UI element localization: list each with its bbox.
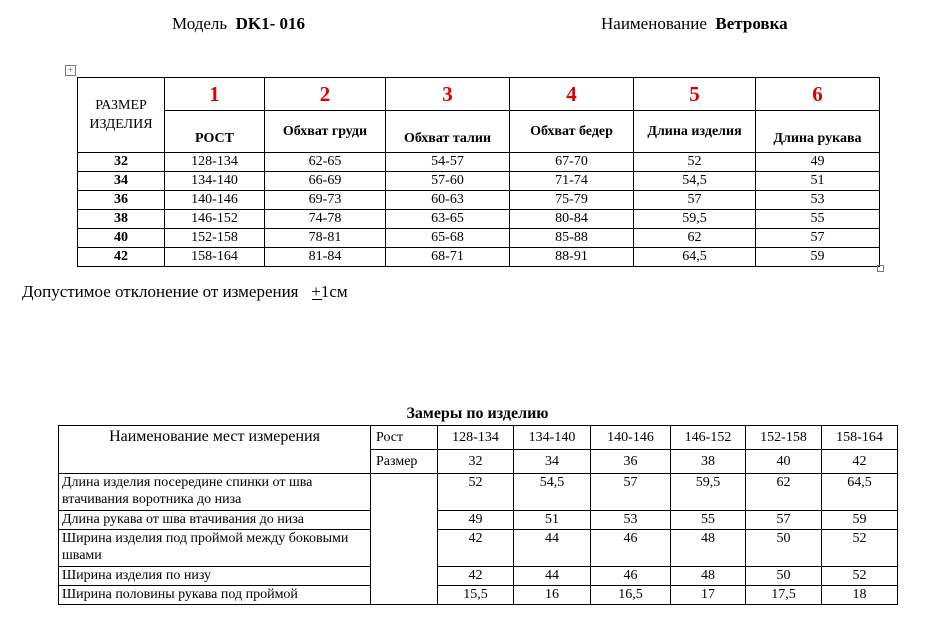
measure-value-cell: 74-78 (265, 210, 386, 229)
height-cell: 140-146 (591, 426, 671, 450)
measurement-row (59, 567, 898, 586)
size-row (78, 210, 880, 229)
col-label-height: РОСТ (165, 111, 265, 153)
measure-value-cell: 140-146 (165, 191, 265, 210)
measure-value-cell: 67-70 (510, 153, 634, 172)
size-cell: 38 (671, 450, 746, 474)
measurement-value-cell: 46 (591, 567, 671, 586)
measurement-value-cell: 46 (591, 530, 671, 567)
size-cell: 32 (438, 450, 514, 474)
measure-value-cell: 152-158 (165, 229, 265, 248)
blank-cell (371, 474, 438, 605)
col-label-hips: Обхват бедер (510, 111, 634, 153)
measurement-row (59, 586, 898, 605)
measurement-value-cell: 42 (438, 530, 514, 567)
measurements-title: Замеры по изделию (406, 405, 549, 422)
measurement-value-cell: 42 (438, 567, 514, 586)
measurement-value-cell: 59,5 (671, 474, 746, 511)
measurement-value-cell: 52 (822, 567, 898, 586)
measure-value-cell: 53 (756, 191, 880, 210)
measurement-value-cell: 64,5 (822, 474, 898, 511)
size-row (78, 248, 880, 267)
measurement-value-cell: 50 (746, 567, 822, 586)
measurement-value-cell: 52 (822, 530, 898, 567)
size-cell: 36 (591, 450, 671, 474)
measure-value-cell: 75-79 (510, 191, 634, 210)
size-chart-table (77, 77, 880, 267)
size-row (78, 229, 880, 248)
name-value: Ветровка (715, 14, 788, 33)
size-header-label: РАЗМЕР ИЗДЕЛИЯ (89, 98, 153, 132)
size-cell: 34 (514, 450, 591, 474)
measure-value-cell: 59,5 (634, 210, 756, 229)
measurement-row (59, 511, 898, 530)
col-number-3: 3 (386, 78, 510, 111)
measure-value-cell: 68-71 (386, 248, 510, 267)
measure-value-cell: 66-69 (265, 172, 386, 191)
measure-value-cell: 57 (634, 191, 756, 210)
size-value-cell: 36 (78, 191, 165, 210)
measure-value-cell: 52 (634, 153, 756, 172)
height-cell: 134-140 (514, 426, 591, 450)
measurement-row (59, 474, 898, 511)
measurement-value-cell: 52 (438, 474, 514, 511)
size-cell: 40 (746, 450, 822, 474)
height-cell: 146-152 (671, 426, 746, 450)
height-cell: 152-158 (746, 426, 822, 450)
measure-value-cell: 146-152 (165, 210, 265, 229)
measurement-value-cell: 48 (671, 530, 746, 567)
tolerance-value (311, 282, 347, 301)
measure-value-cell: 62-65 (265, 153, 386, 172)
measurement-value-cell: 55 (671, 511, 746, 530)
measurement-name-cell: Ширина половины рукава под проймой (59, 586, 371, 605)
size-row (78, 153, 880, 172)
measurement-value-cell: 49 (438, 511, 514, 530)
height-cell: 128-134 (438, 426, 514, 450)
measure-value-cell: 62 (634, 229, 756, 248)
size-value-cell: 40 (78, 229, 165, 248)
size-value-cell: 38 (78, 210, 165, 229)
measurement-name-cell: Ширина изделия по низу (59, 567, 371, 586)
measure-value-cell: 54-57 (386, 153, 510, 172)
model-label: Модель (172, 14, 228, 33)
col-number-4: 4 (510, 78, 634, 111)
measurement-value-cell: 62 (746, 474, 822, 511)
size-label-cell: Размер (371, 450, 438, 474)
measurement-value-cell: 54,5 (514, 474, 591, 511)
place-header-cell (59, 426, 371, 474)
col-label-waist: Обхват талии (386, 111, 510, 153)
measure-value-cell: 60-63 (386, 191, 510, 210)
tolerance-note (22, 282, 348, 302)
col-number-6: 6 (756, 78, 880, 111)
size-value-cell: 34 (78, 172, 165, 191)
measurement-value-cell: 17,5 (746, 586, 822, 605)
measure-value-cell: 88-91 (510, 248, 634, 267)
measurement-value-cell: 57 (591, 474, 671, 511)
tolerance-text: Допустимое отклонение от измерения (22, 282, 299, 301)
measurement-value-cell: 44 (514, 530, 591, 567)
name-heading (601, 14, 788, 34)
measure-value-cell: 134-140 (165, 172, 265, 191)
measurements-table (58, 425, 898, 605)
size-cell: 42 (822, 450, 898, 474)
size-row (78, 191, 880, 210)
size-value-cell: 42 (78, 248, 165, 267)
measure-value-cell: 80-84 (510, 210, 634, 229)
measurement-name-cell: Ширина изделия под проймой между боковыми швами (59, 530, 371, 567)
model-value: DK1- 016 (235, 14, 306, 33)
col-label-chest: Обхват груди (265, 111, 386, 153)
measurement-value-cell: 50 (746, 530, 822, 567)
col-number-1: 1 (165, 78, 265, 111)
measurement-value-cell: 48 (671, 567, 746, 586)
measurement-value-cell: 59 (822, 511, 898, 530)
measure-value-cell: 128-134 (165, 153, 265, 172)
model-heading (172, 14, 305, 34)
measurement-value-cell: 44 (514, 567, 591, 586)
measurement-row (59, 530, 898, 567)
name-label: Наименование (601, 14, 707, 33)
height-label-cell: Рост (371, 426, 438, 450)
table-resize-handle[interactable] (877, 265, 884, 272)
col-label-sleeve: Длина рукава (756, 111, 880, 153)
col-label-length: Длина изделия (634, 111, 756, 153)
measurement-value-cell: 51 (514, 511, 591, 530)
measure-value-cell: 78-81 (265, 229, 386, 248)
measurement-value-cell: 53 (591, 511, 671, 530)
measure-value-cell: 85-88 (510, 229, 634, 248)
col-number-5: 5 (634, 78, 756, 111)
measure-value-cell: 55 (756, 210, 880, 229)
measurement-value-cell: 16 (514, 586, 591, 605)
measure-value-cell: 81-84 (265, 248, 386, 267)
size-value-cell: 32 (78, 153, 165, 172)
measurement-value-cell: 18 (822, 586, 898, 605)
plus-minus-underline (312, 299, 322, 300)
measurement-value-cell: 16,5 (591, 586, 671, 605)
measure-value-cell: 158-164 (165, 248, 265, 267)
height-cell: 158-164 (822, 426, 898, 450)
measurement-value-cell: 17 (671, 586, 746, 605)
tolerance-value-text: +1см (311, 282, 348, 301)
size-header-cell (78, 78, 165, 153)
measure-value-cell: 49 (756, 153, 880, 172)
measure-value-cell: 51 (756, 172, 880, 191)
measure-value-cell: 54,5 (634, 172, 756, 191)
col-number-2: 2 (265, 78, 386, 111)
measure-value-cell: 71-74 (510, 172, 634, 191)
measure-value-cell: 59 (756, 248, 880, 267)
measure-value-cell: 64,5 (634, 248, 756, 267)
measure-value-cell: 69-73 (265, 191, 386, 210)
table-move-handle-icon[interactable]: + (65, 65, 76, 76)
measurement-value-cell: 57 (746, 511, 822, 530)
measure-value-cell: 57 (756, 229, 880, 248)
measure-value-cell: 57-60 (386, 172, 510, 191)
measurement-name-cell: Длина рукава от шва втачивания до низа (59, 511, 371, 530)
size-row (78, 172, 880, 191)
measure-value-cell: 65-68 (386, 229, 510, 248)
measure-value-cell: 63-65 (386, 210, 510, 229)
measurement-value-cell: 15,5 (438, 586, 514, 605)
measurement-name-cell: Длина изделия посередине спинки от шва втачивания воротника до низа (59, 474, 371, 511)
place-header-label: Наименование мест измерения (109, 428, 320, 445)
